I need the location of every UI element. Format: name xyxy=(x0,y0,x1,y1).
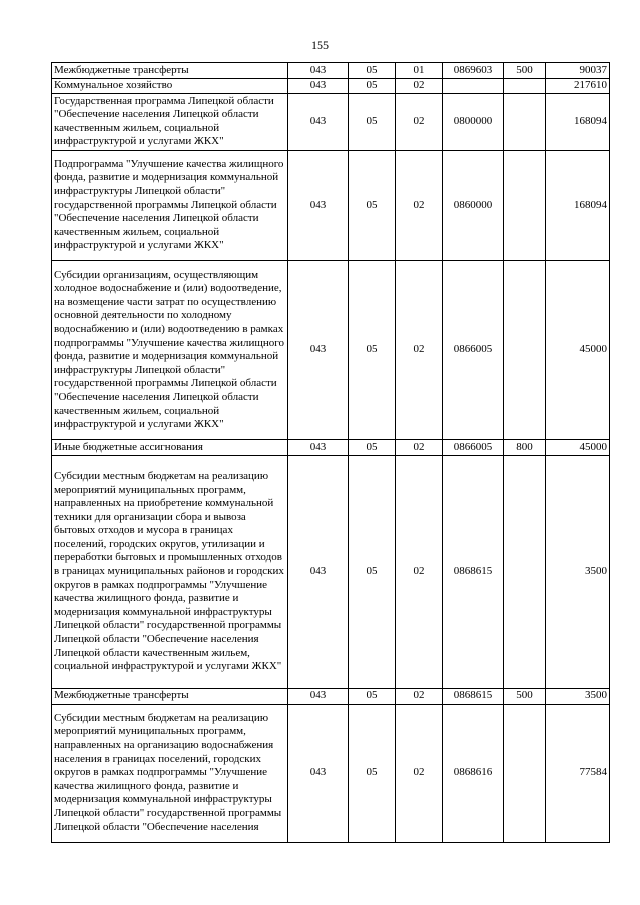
amount: 168094 xyxy=(546,150,610,261)
amount: 217610 xyxy=(546,78,610,94)
section-code: 05 xyxy=(349,150,396,261)
amount: 3500 xyxy=(546,688,610,704)
target-article: 0866005 xyxy=(443,440,504,456)
subsection-code: 02 xyxy=(396,455,443,688)
row-name: Подпрограмма "Улучшение качества жилищного фонда, развитие и модернизация коммунальной инфраструктуры Липецкой области" государственной программы Липецкой области "Обеспечение населения Липецкой области качественным жильем, социальной инфраструктурой и услугами ЖКХ" xyxy=(52,150,288,261)
expense-type: 800 xyxy=(504,440,546,456)
subsection-code: 02 xyxy=(396,440,443,456)
subsection-code: 02 xyxy=(396,78,443,94)
expense-type xyxy=(504,704,546,842)
section-code: 05 xyxy=(349,704,396,842)
subsection-code: 02 xyxy=(396,688,443,704)
row-name: Субсидии организациям, осуществляющим холодное водоснабжение и (или) водоотведение, на возмещение части затрат по осуществлению основной деятельности по холодному водоснабжению и (или) водоотведению в рамках подпрограммы "Улучшение качества жилищного фонда, развитие и модернизация коммунальной инфраструктуры Липецкой области" государственной программы Липецкой области "Обеспечение населения Липецкой области качественным жильем, социальной инфраструктурой и услугами ЖКХ" xyxy=(52,261,288,440)
expense-type xyxy=(504,94,546,150)
ministry-code: 043 xyxy=(288,261,349,440)
expense-type xyxy=(504,455,546,688)
row-name: Иные бюджетные ассигнования xyxy=(52,440,288,456)
ministry-code: 043 xyxy=(288,704,349,842)
table-row xyxy=(52,63,610,79)
target-article: 0800000 xyxy=(443,94,504,150)
expense-type xyxy=(504,78,546,94)
expense-type: 500 xyxy=(504,63,546,79)
section-code: 05 xyxy=(349,94,396,150)
amount: 168094 xyxy=(546,94,610,150)
section-code: 05 xyxy=(349,440,396,456)
row-name: Межбюджетные трансферты xyxy=(52,688,288,704)
target-article xyxy=(443,78,504,94)
section-code: 05 xyxy=(349,78,396,94)
ministry-code: 043 xyxy=(288,63,349,79)
section-code: 05 xyxy=(349,63,396,79)
table-row xyxy=(52,455,610,688)
subsection-code: 02 xyxy=(396,704,443,842)
section-code: 05 xyxy=(349,688,396,704)
table-row xyxy=(52,440,610,456)
target-article: 0860000 xyxy=(443,150,504,261)
section-code: 05 xyxy=(349,261,396,440)
ministry-code: 043 xyxy=(288,440,349,456)
table-row xyxy=(52,261,610,440)
amount: 77584 xyxy=(546,704,610,842)
row-name: Межбюджетные трансферты xyxy=(52,63,288,79)
table-row xyxy=(52,704,610,842)
amount: 45000 xyxy=(546,440,610,456)
subsection-code: 02 xyxy=(396,150,443,261)
ministry-code: 043 xyxy=(288,455,349,688)
amount: 90037 xyxy=(546,63,610,79)
page-number: 155 xyxy=(311,38,329,52)
ministry-code: 043 xyxy=(288,78,349,94)
row-name: Государственная программа Липецкой области "Обеспечение населения Липецкой области качественным жильем, социальной инфраструктурой и услугами ЖКХ" xyxy=(52,94,288,150)
ministry-code: 043 xyxy=(288,150,349,261)
amount: 45000 xyxy=(546,261,610,440)
expense-type: 500 xyxy=(504,688,546,704)
row-name: Коммунальное хозяйство xyxy=(52,78,288,94)
target-article: 0868615 xyxy=(443,688,504,704)
target-article: 0866005 xyxy=(443,261,504,440)
target-article: 0868616 xyxy=(443,704,504,842)
subsection-code: 01 xyxy=(396,63,443,79)
ministry-code: 043 xyxy=(288,94,349,150)
target-article: 0869603 xyxy=(443,63,504,79)
table-row xyxy=(52,94,610,150)
subsection-code: 02 xyxy=(396,94,443,150)
budget-table xyxy=(51,62,610,843)
ministry-code: 043 xyxy=(288,688,349,704)
table-row xyxy=(52,688,610,704)
table-row xyxy=(52,150,610,261)
subsection-code: 02 xyxy=(396,261,443,440)
amount: 3500 xyxy=(546,455,610,688)
expense-type xyxy=(504,150,546,261)
section-code: 05 xyxy=(349,455,396,688)
row-name: Субсидии местным бюджетам на реализацию мероприятий муниципальных программ, направленных на организацию водоснабжения населения в границах поселений, городских округов в рамках подпрограммы "Улучшение качества жилищного фонда, развитие и модернизация коммунальной инфраструктуры Липецкой области" государственной программы Липецкой области "Обеспечение населения xyxy=(52,704,288,842)
table-row xyxy=(52,78,610,94)
expense-type xyxy=(504,261,546,440)
row-name: Субсидии местным бюджетам на реализацию мероприятий муниципальных программ, направленных на приобретение коммунальной техники для организации сбора и вывоза бытовых отходов и мусора в границах поселений, городских округов, утилизации и переработки бытовых и промышленных отходов в границах муниципальных районов и городских округов в рамках подпрограммы "Улучшение качества жилищного фонда, развитие и модернизация коммунальной инфраструктуры Липецкой области" государственной программы Липецкой области "Обеспечение населения Липецкой области качественным жильем, социальной инфраструктурой и услугами ЖКХ" xyxy=(52,455,288,688)
target-article: 0868615 xyxy=(443,455,504,688)
